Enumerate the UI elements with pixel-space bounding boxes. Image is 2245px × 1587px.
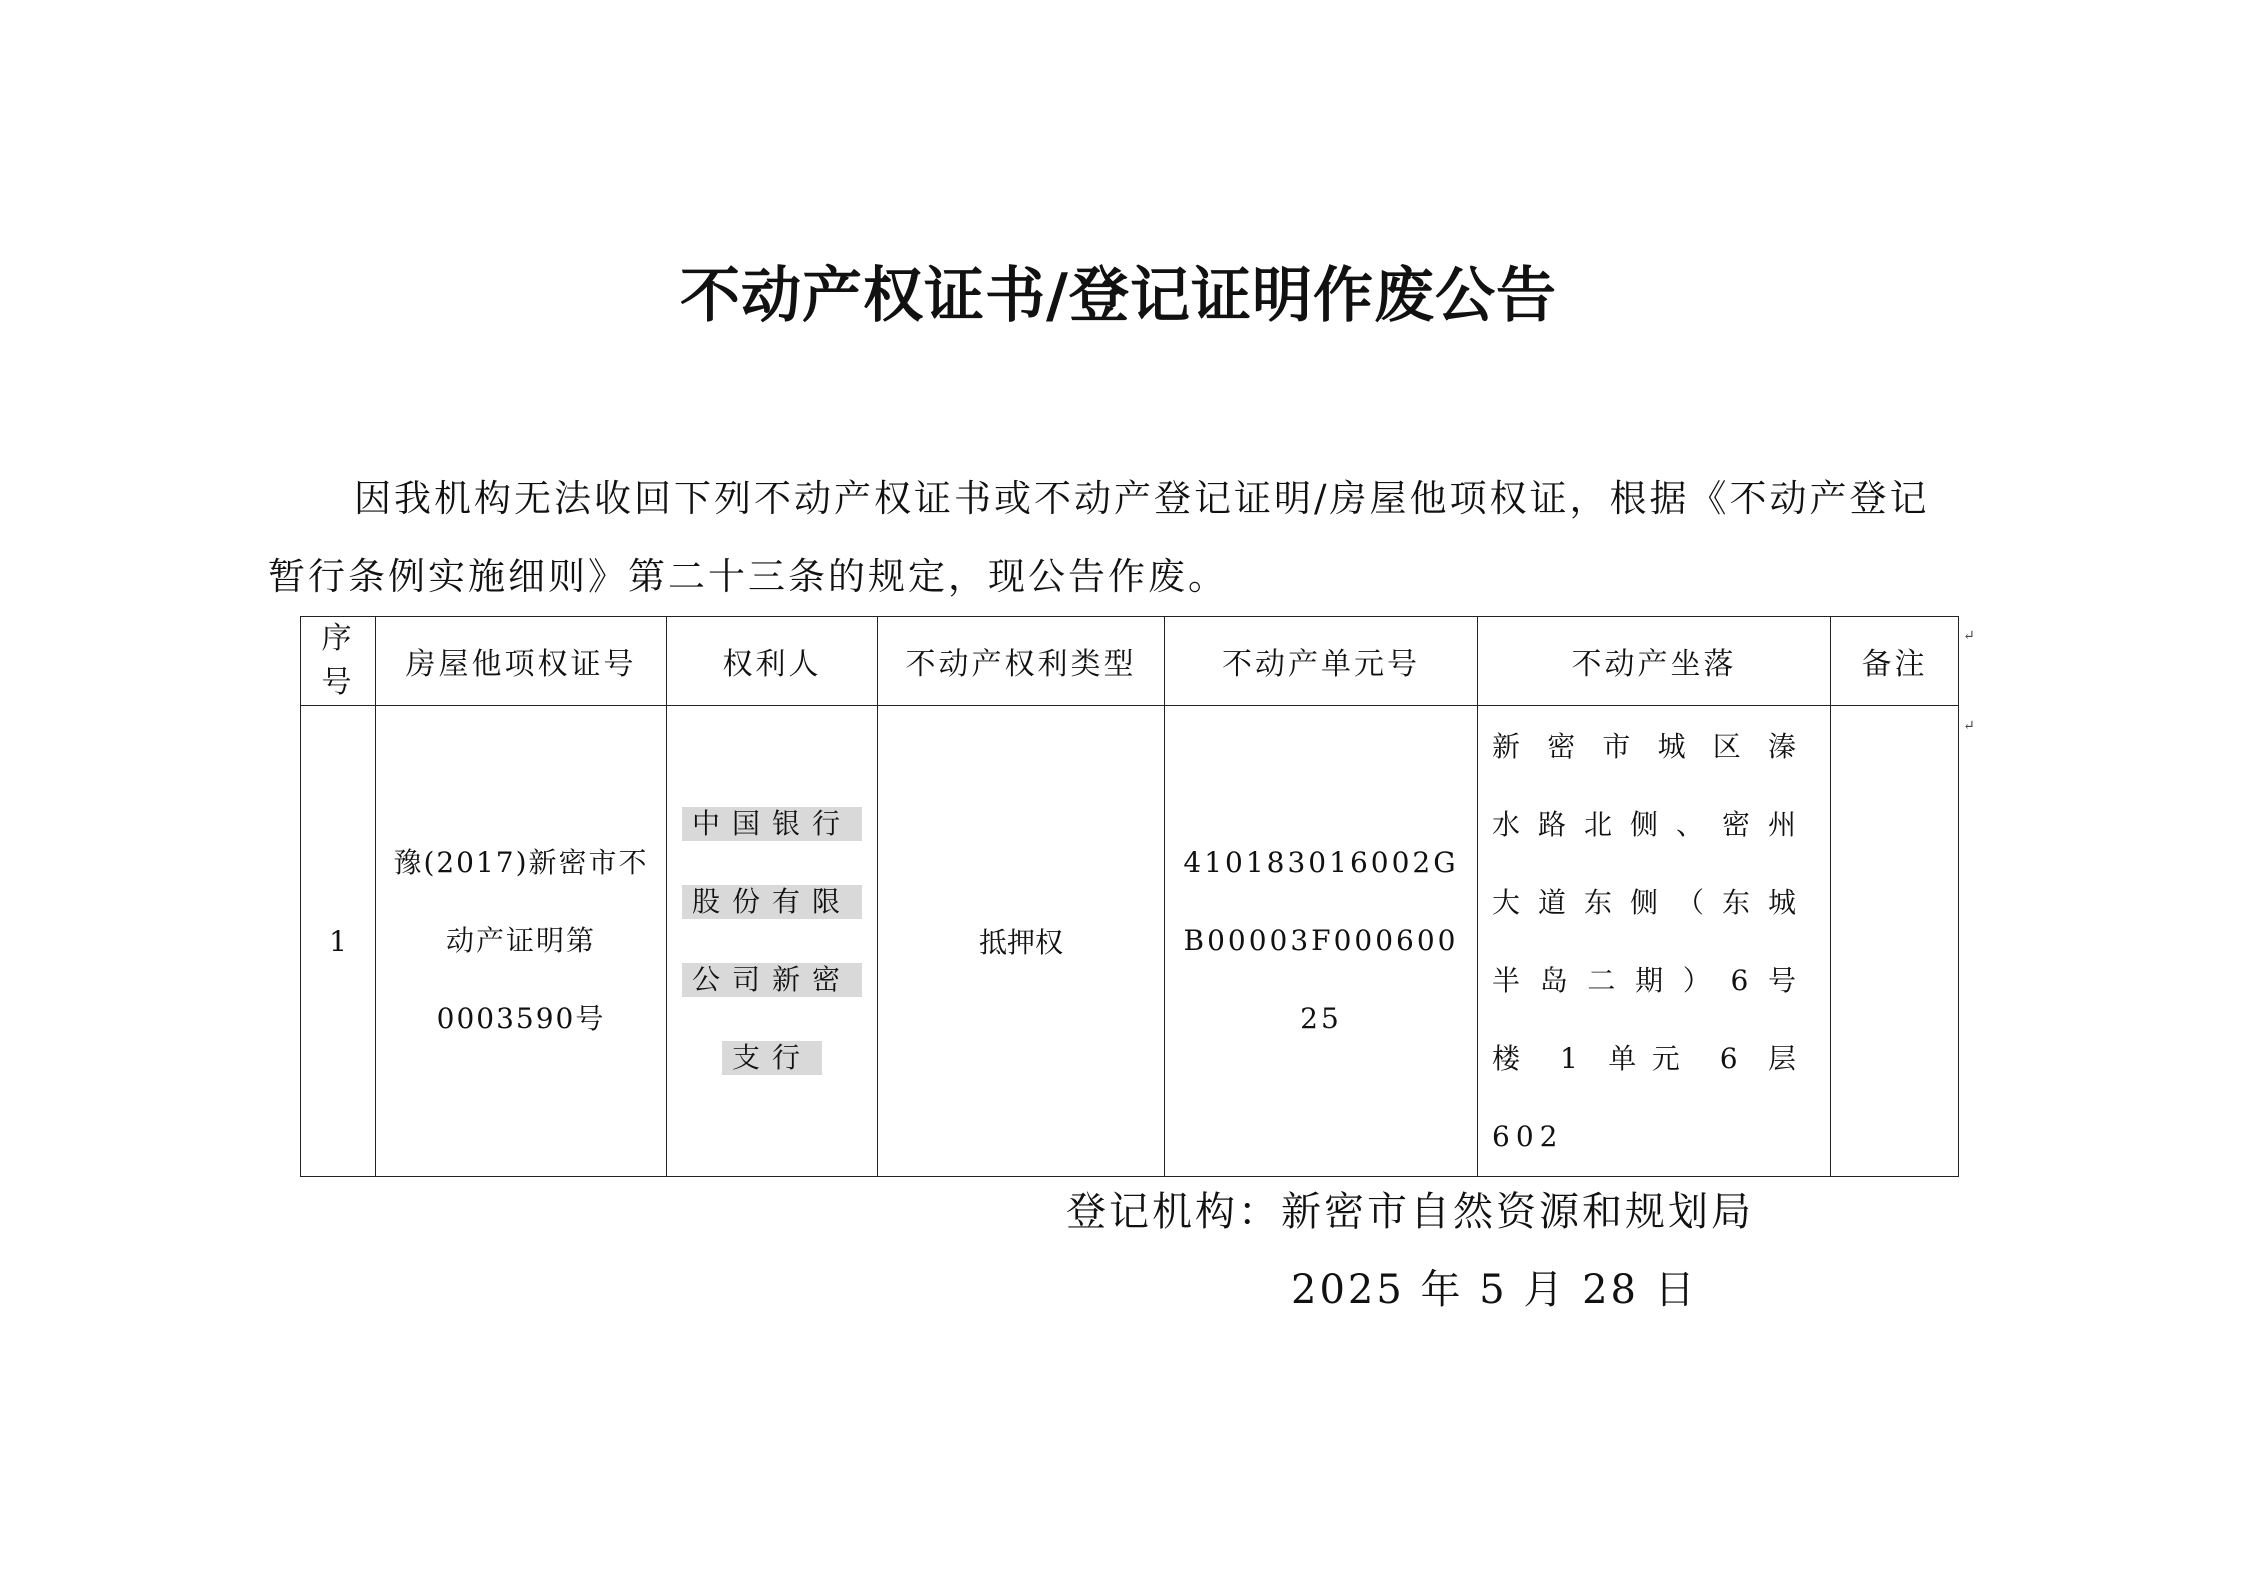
location-line: 602 bbox=[1492, 1120, 1564, 1153]
cell-certificate-number: 豫(2017)新密市不动产证明第0003590号 bbox=[376, 706, 667, 1177]
cell-right-type: 抵押权 bbox=[878, 706, 1165, 1177]
header-location: 不动产坐落 bbox=[1478, 617, 1831, 706]
table-row bbox=[301, 706, 1959, 1177]
header-remarks: 备注 bbox=[1831, 617, 1959, 706]
table-header-row bbox=[301, 617, 1959, 706]
location-line: 水路北侧、密州 bbox=[1492, 808, 1802, 841]
void-certificate-table bbox=[300, 616, 1959, 1177]
cell-location bbox=[1478, 706, 1831, 1177]
notice-paragraph: 因我机构无法收回下列不动产权证书或不动产登记证明/房屋他项权证，根据《不动产登记暂行条例实施细则》第二十三条的规定，现公告作废。 bbox=[268, 477, 1930, 598]
notice-title: 不动产权证书/登记证明作废公告 bbox=[680, 261, 1557, 331]
cell-right-holder bbox=[667, 706, 878, 1177]
issue-date: 2025 年 5 月 28 日 bbox=[1291, 1267, 1698, 1313]
header-certificate-number: 房屋他项权证号 bbox=[376, 617, 667, 706]
holder-line: 股份有限 bbox=[682, 885, 862, 919]
cell-unit-number: 410183016002GB00003F00060025 bbox=[1165, 706, 1478, 1177]
cell-remarks bbox=[1831, 706, 1959, 1177]
issuing-authority: 登记机构：新密市自然资源和规划局 bbox=[1066, 1189, 1754, 1235]
location-line: 大道东侧（东城 bbox=[1492, 886, 1802, 919]
paragraph-mark-icon: ↵ bbox=[1963, 628, 1975, 644]
paragraph-mark-icon: ↵ bbox=[1963, 718, 1975, 734]
header-right-type: 不动产权利类型 bbox=[878, 617, 1165, 706]
holder-line: 公司新密 bbox=[682, 963, 862, 997]
holder-line: 中国银行 bbox=[682, 807, 862, 841]
cell-serial-number: 1 bbox=[301, 706, 376, 1177]
location-line: 半岛二期）6号 bbox=[1492, 964, 1802, 997]
header-right-holder: 权利人 bbox=[667, 617, 878, 706]
header-serial-number: 序 号 bbox=[301, 617, 376, 706]
location-line: 楼 1 单元 6 层 bbox=[1492, 1042, 1802, 1075]
notice-body bbox=[268, 460, 1968, 616]
holder-line: 支行 bbox=[722, 1041, 822, 1075]
header-unit-number: 不动产单元号 bbox=[1165, 617, 1478, 706]
location-line: 新密市城区溱 bbox=[1492, 730, 1802, 763]
